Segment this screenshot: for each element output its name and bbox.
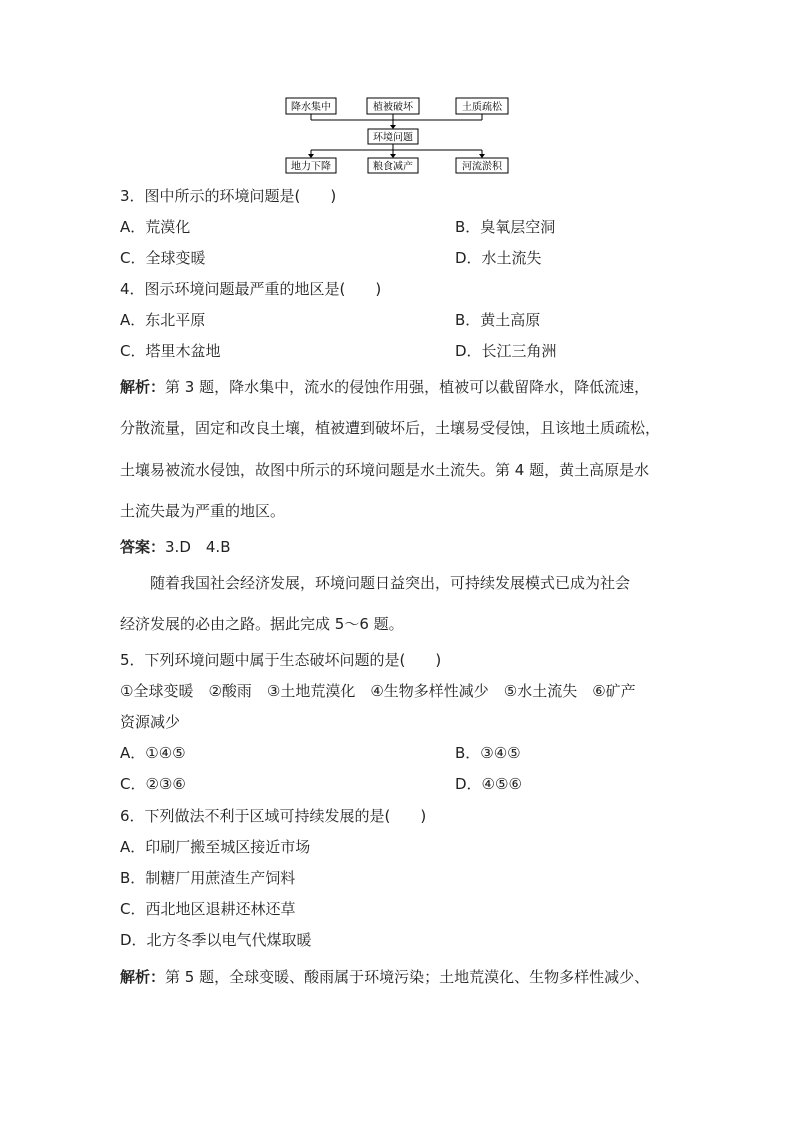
answer-3-4 — [120, 537, 230, 557]
question-6-stem: 6．下列做法不利于区域可持续发展的是( ) — [120, 807, 427, 825]
question-6-option-c: C．西北地区退耕还林还草 — [120, 900, 296, 918]
question-4-option-a: A．东北平原 — [120, 311, 206, 329]
center-box-label: 环境问题 — [373, 132, 413, 144]
arrow-head — [308, 154, 314, 158]
analysis-3-4-line-3: 土壤易被流水侵蚀，故图中所示的环境问题是水土流失。第 4 题，黄土高原是水 — [120, 461, 650, 479]
intro-line-2: 经济发展的必由之路。据此完成 5～6 题。 — [120, 615, 404, 633]
environment-problem-diagram — [280, 92, 520, 174]
question-6-option-b: B．制糖厂用蔗渣生产饲料 — [120, 869, 296, 887]
question-3-stem: 3．图中所示的环境问题是( ) — [120, 187, 337, 205]
question-6-option-a: A．印刷厂搬至城区接近市场 — [120, 838, 311, 856]
question-3-option-a: A．荒漠化 — [120, 218, 191, 236]
analysis-text: 第 3 题，降水集中，流水的侵蚀作用强，植被可以截留降水，降低流速， — [165, 378, 650, 396]
answer-label: 答案： — [120, 538, 166, 556]
arrow-head — [479, 154, 485, 158]
answer-value: 3.D 4.B — [165, 538, 231, 556]
flow-diagram-svg — [280, 92, 520, 174]
arrow-head — [390, 154, 396, 158]
arrow-head — [390, 125, 396, 129]
question-5-option-a: A．①④⑤ — [120, 744, 186, 762]
question-5-stem: 5．下列环境问题中属于生态破坏问题的是( ) — [120, 651, 442, 669]
analysis-5-6-line-1 — [120, 967, 680, 987]
question-5-option-c: C．②③⑥ — [120, 775, 186, 793]
analysis-label: 解析： — [120, 378, 166, 396]
question-5-items-line-2: 资源减少 — [120, 713, 181, 731]
question-3-option-d: D．水土流失 — [455, 249, 542, 267]
question-5-option-b: B．③④⑤ — [455, 744, 521, 762]
analysis-text: 第 5 题，全球变暖、酸雨属于环境污染；土地荒漠化、生物多样性减少、 — [165, 968, 650, 986]
bottom-box-river-label: 河流淤积 — [462, 161, 502, 173]
analysis-3-4-line-4: 土流失最为严重的地区。 — [120, 502, 286, 520]
analysis-3-4-line-2: 分散流量，固定和改良土壤，植被遭到破坏后，土壤易受侵蚀，且该地土质疏松， — [120, 419, 661, 437]
question-3-option-b: B．臭氧层空洞 — [455, 218, 556, 236]
question-5-option-d: D．④⑤⑥ — [455, 775, 522, 793]
question-5-items-line-1: ①全球变暖 ②酸雨 ③土地荒漠化 ④生物多样性减少 ⑤水土流失 ⑥矿产 — [120, 682, 636, 700]
question-4-option-c: C．塔里木盆地 — [120, 342, 221, 360]
question-4-option-b: B．黄土高原 — [455, 311, 541, 329]
analysis-3-4-line-1 — [120, 377, 680, 397]
top-box-soil-label: 土质疏松 — [462, 102, 502, 113]
question-4-option-d: D．长江三角洲 — [455, 342, 557, 360]
intro-line-1: 随着我国社会经济发展，环境问题日益突出，可持续发展模式已成为社会 — [150, 574, 631, 592]
analysis-label: 解析： — [120, 968, 166, 986]
top-box-rainfall-label: 降水集中 — [291, 102, 331, 113]
bottom-box-fertility-label: 地力下降 — [291, 161, 331, 173]
question-4-stem: 4．图示环境问题最严重的地区是( ) — [120, 280, 382, 298]
question-3-option-c: C．全球变暖 — [120, 249, 206, 267]
question-6-option-d: D．北方冬季以电气代煤取暖 — [120, 931, 312, 949]
top-box-vegetation-label: 植被破坏 — [373, 102, 413, 113]
bottom-box-grain-label: 粮食减产 — [373, 161, 413, 173]
